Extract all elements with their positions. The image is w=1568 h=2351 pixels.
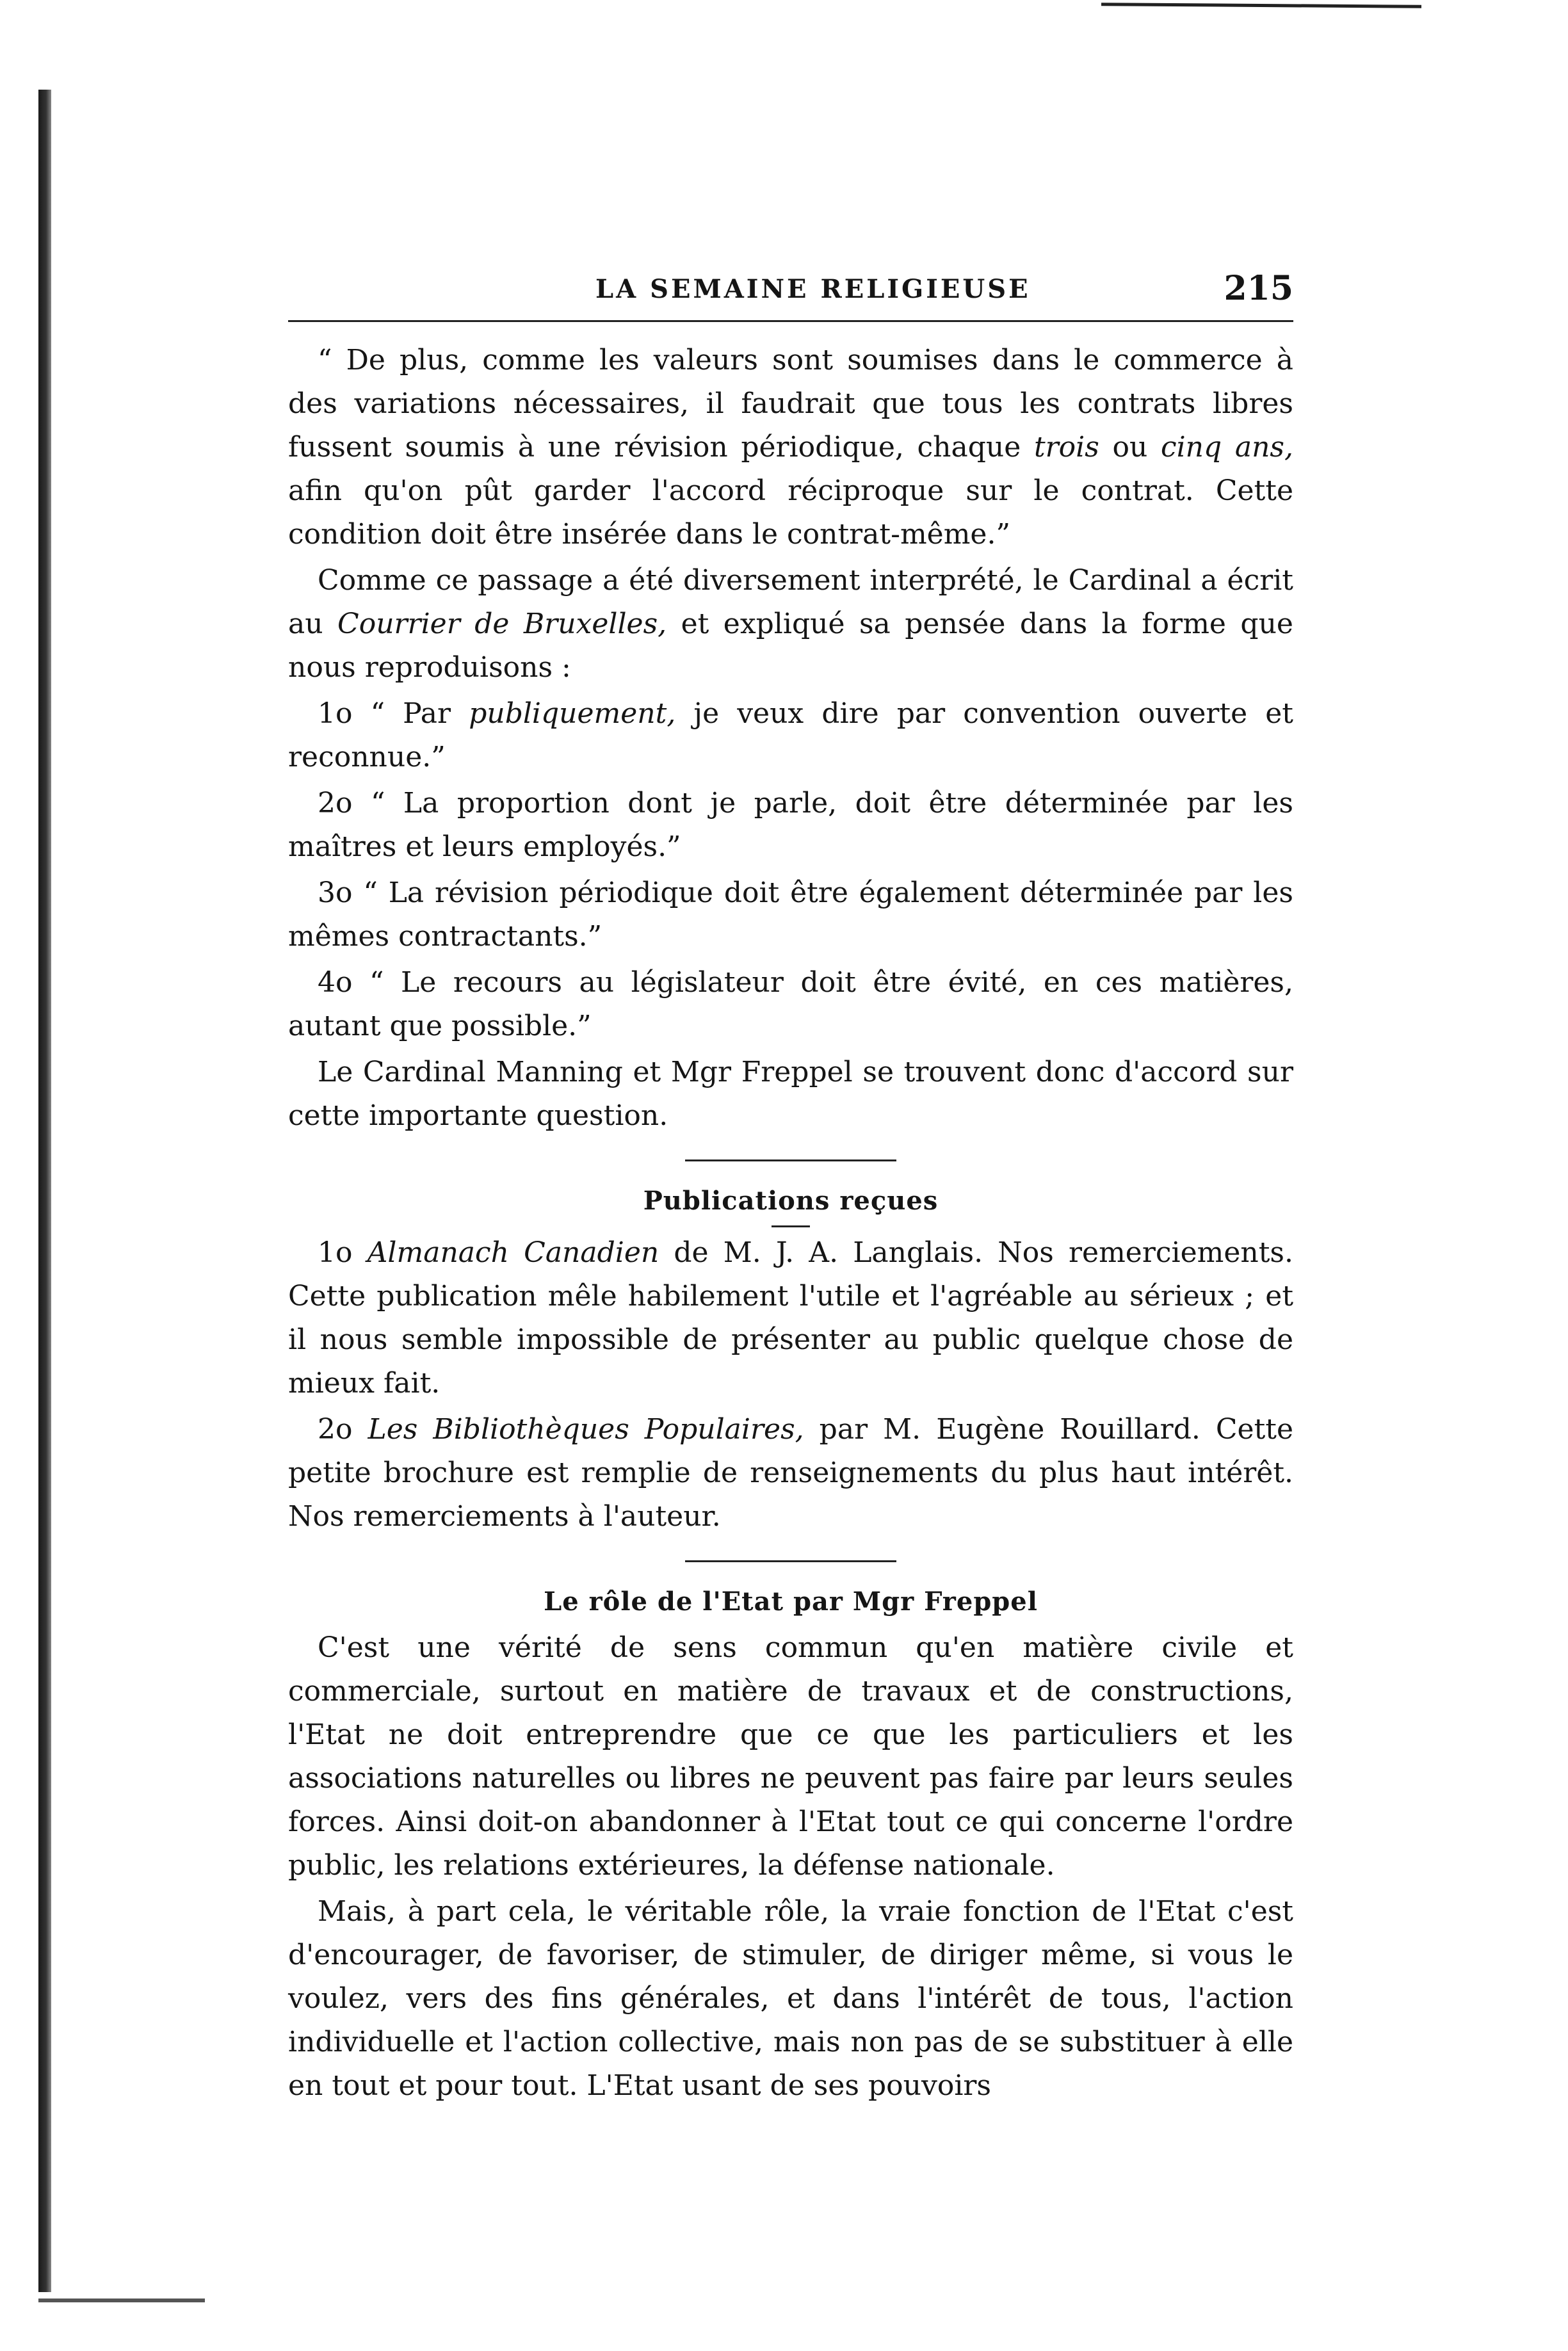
paragraph-point-4: 4o “ Le recours au législateur doit être évité, en ces matières, autant que possible.”	[288, 966, 1293, 1042]
page-binding-edge	[38, 90, 51, 2292]
paragraph-quote-revision: “ De plus, comme les valeurs sont soumises dans le commerce à des variations nécessaires, il faudrait que tous les contrats libres fussent soumis à une révision périodique, chaque trois ou cinq ans, afin qu'on pût garder l'accord réciproque sur le contrat. Cette condition doit être insérée dans le contrat-même.”	[288, 344, 1293, 551]
paragraph-point-2: 2o “ La proportion dont je parle, doit être déterminée par les maîtres et leurs employés.”	[288, 787, 1293, 863]
paragraph-role-etat-1: C'est une vérité de sens commun qu'en matière civile et commerciale, surtout en matière de travaux et de constructions, l'Etat ne doit entreprendre que ce que les particuliers et les associations naturelles ou libres ne peuvent pas faire par leurs seules forces. Ainsi doit-on abandonner à l'Etat tout ce qui concerne l'ordre public, les relations extérieures, la défense nationale.	[288, 1631, 1293, 1882]
paragraph-agreement: Le Cardinal Manning et Mgr Freppel se trouvent donc d'accord sur cette importante question.	[288, 1056, 1293, 1132]
page-binding-foot	[38, 2298, 205, 2302]
section-heading-role-etat: Le rôle de l'Etat par Mgr Freppel	[544, 1587, 1038, 1617]
heading-underline	[772, 1225, 810, 1227]
paragraph-almanach: 1o Almanach Canadien de M. J. A. Langlais. Nos remerciements. Cette publication mêle habilement l'utile et l'agréable au sérieux ; et il nous semble impossible de présenter au public quelque chose de mieux fait.	[288, 1236, 1293, 1400]
running-head	[288, 269, 1293, 322]
document-page	[288, 269, 1293, 2108]
paragraph-point-1: 1o “ Par publiquement, je veux dire par convention ouverte et reconnue.”	[288, 697, 1293, 773]
paragraph-role-etat-2: Mais, à part cela, le véritable rôle, la vraie fonction de l'Etat c'est d'encourager, de favoriser, de stimuler, de diriger même, si vous le voulez, vers des fins générales, et dans l'intérêt de tous, l'action individuelle et l'action collective, mais non pas de se substituer à elle en tout et pour tout. L'Etat usant de ses pouvoirs	[288, 1895, 1293, 2102]
section-divider	[685, 1159, 896, 1161]
paragraph-bibliotheques: 2o Les Bibliothèques Populaires, par M. Eugène Rouillard. Cette petite brochure est remplie de renseignements du plus haut intérêt. Nos remerciements à l'auteur.	[288, 1413, 1293, 1533]
section-heading-publications: Publications reçues	[643, 1186, 939, 1216]
paragraph-cardinal-letter: Comme ce passage a été diversement interprété, le Cardinal a écrit au Courrier de Bruxelles, et expliqué sa pensée dans la forme que nous reproduisons :	[288, 564, 1293, 684]
paragraph-point-3: 3o “ La révision périodique doit être également déterminée par les mêmes contractants.”	[288, 877, 1293, 953]
page-number: 215	[1224, 269, 1293, 308]
running-title: LA SEMAINE RELIGIEUSE	[595, 274, 1031, 304]
page-body	[288, 339, 1293, 2108]
page-top-scan-mark	[1101, 3, 1421, 14]
section-divider	[685, 1560, 896, 1562]
